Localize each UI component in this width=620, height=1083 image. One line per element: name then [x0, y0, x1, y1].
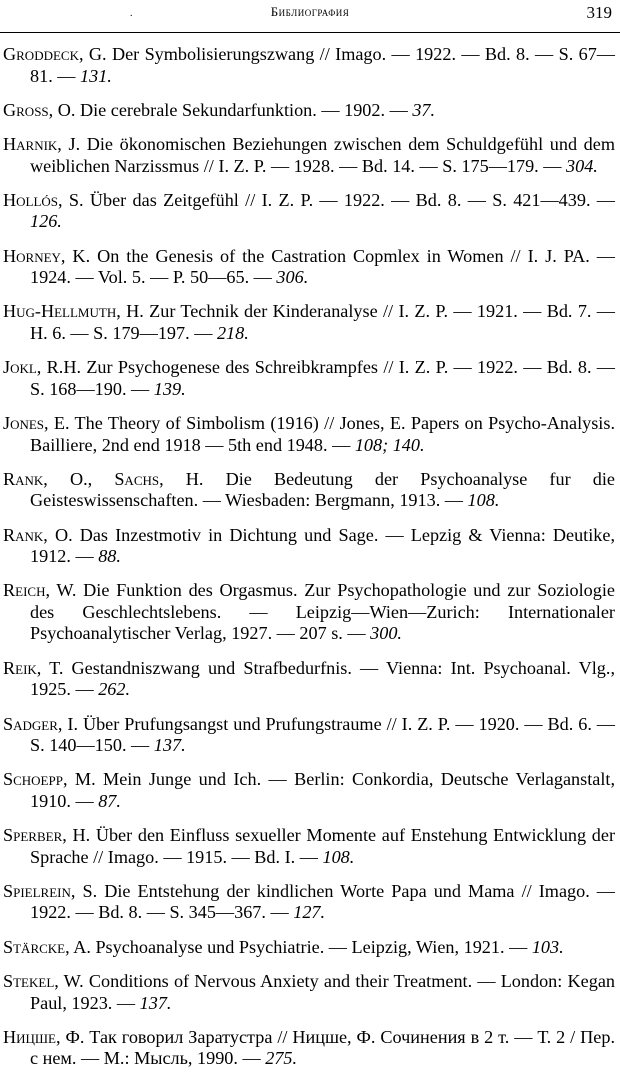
entry-text: O. Die cerebrale Sekundarfunktion. — 1902. —: [53, 99, 413, 120]
entry-page-reference: 275.: [265, 1048, 298, 1069]
entry-author: Stekel,: [3, 971, 59, 992]
entry-page-reference: 300.: [370, 623, 402, 644]
entry-text: J. Die ökonomischen Beziehungen zwischen dem Schuldgefühl und dem weiblichen Narzissmus // I. Z. P. — 1928. — Bd. 14. — S. 175—179. —: [30, 134, 615, 176]
entry-page-reference: 37.: [412, 99, 436, 120]
bibliography-entry: [3, 769, 615, 812]
entry-author: Sperber,: [3, 825, 67, 846]
entry-author: Ницше,: [3, 1026, 61, 1047]
entry-author: Stärcke,: [3, 936, 70, 957]
entry-text: A. Psychoanalyse und Psychiatrie. — Leipzig, Wien, 1921. —: [69, 936, 532, 957]
bibliography-entry: [3, 301, 615, 344]
entry-page-reference: 131.: [80, 65, 112, 86]
bibliography-entry: [3, 881, 615, 924]
bibliography-entry: [3, 580, 615, 645]
bibliography-entry: [3, 825, 615, 868]
bibliography-entry: [3, 469, 615, 512]
entry-page-reference: 306.: [276, 267, 309, 288]
bibliography-entry: [3, 44, 615, 87]
entry-author: Hollós,: [3, 189, 63, 210]
entry-author: Horney,: [3, 245, 66, 266]
bibliography-entry: [3, 357, 615, 400]
entry-page-reference: 127.: [293, 902, 326, 923]
entry-text: R.H. Zur Psychogenese des Schreibkrampfes // I. Z. P. — 1922. — Bd. 8. — S. 168—190. —: [30, 357, 615, 399]
entry-text: G. Der Symbolisierungszwang // Imago. — 1922. — Bd. 8. — S. 67—81. —: [30, 44, 615, 86]
entry-text: H. Zur Technik der Kinderanalyse // I. Z. P. — 1921. — Bd. 7. — H. 6. — S. 179—197. —: [30, 301, 615, 343]
entry-author: Hug-Hellmuth,: [3, 301, 121, 322]
entry-page-reference: 87.: [98, 790, 121, 811]
entry-text: H. Über den Einfluss sexueller Momente auf Enstehung Entwicklung der Sprache // Imago. — 1915. — Bd. I. —: [30, 825, 615, 867]
entry-text: O. Das Inzestmotiv in Dichtung und Sage. — Lepzig & Vienna: Deutike, 1912. —: [30, 524, 615, 567]
bibliography-entry: [3, 971, 615, 1014]
entry-author: Reik,: [3, 657, 42, 678]
header-dot: .: [130, 8, 133, 19]
entry-page-reference: 304.: [566, 155, 598, 176]
bibliography-list: [3, 44, 615, 1083]
entry-page-reference: 139.: [153, 378, 186, 399]
page-header: [0, 0, 620, 33]
entry-page-reference: 137.: [139, 992, 172, 1013]
bibliography-entry: [3, 714, 615, 757]
entry-author: Groddeck,: [3, 44, 84, 64]
bibliography-entry: [3, 100, 615, 122]
entry-page-reference: 108.: [467, 490, 500, 511]
bibliography-entry: [3, 1027, 615, 1070]
entry-page-reference: 218.: [216, 322, 249, 343]
entry-text: H. Die Bedeutung der Psychoanalyse fur die Geisteswissenschaften. — Wiesbaden: Bergmann, 1913. —: [30, 468, 615, 511]
entry-text: Ф. Так говорил Заратустра // Ницше, Ф. Сочинения в 2 т. — Т. 2 / Пер. с нем. — М.: Мысль, 1990. —: [30, 1026, 615, 1069]
entry-author: Schoepp,: [3, 769, 68, 790]
entry-author: Jokl,: [3, 357, 42, 378]
bibliography-entry: [3, 134, 615, 177]
entry-author: Harnik,: [3, 134, 62, 155]
entry-page-reference: 88.: [98, 546, 121, 567]
bibliography-entry: [3, 937, 615, 959]
entry-text: M. Mein Junge und Ich. — Berlin: Conkordia, Deutsche Verlaganstalt, 1910. —: [30, 769, 615, 811]
entry-page-reference: 137.: [153, 735, 186, 756]
entry-text: I. Über Prufungsangst und Prufungstraume // I. Z. P. — 1920. — Bd. 6. — S. 140—150. —: [30, 713, 615, 756]
entry-author: Rank,: [3, 524, 48, 545]
bibliography-entry: [3, 658, 615, 701]
entry-page-reference: 108.: [322, 846, 355, 867]
entry-author: Jones,: [3, 413, 49, 434]
entry-text: W. Conditions of Nervous Anxiety and their Treatment. — London: Kegan Paul, 1923. —: [30, 971, 615, 1013]
bibliography-entry: [3, 246, 615, 289]
entry-text: W. Die Funktion des Orgasmus. Zur Psychopathologie und zur Soziologie des Geschlechtslebens. — Leipzig—Wien—Zurich: Internationaler Psychoanalytischer Verlag, 1927. — 207 s. —: [30, 580, 615, 644]
entry-text: S. Über das Zeitgefühl // I. Z. P. — 1922. — Bd. 8. — S. 421—439. —: [62, 189, 615, 210]
entry-author: Sadger,: [3, 713, 63, 734]
entry-author: Rank, O., Sachs,: [3, 468, 164, 489]
entry-page-reference: 262.: [98, 679, 131, 700]
entry-author: Gross,: [3, 99, 54, 120]
bibliography-entry: [3, 413, 615, 456]
bibliography-entry: [3, 525, 615, 568]
entry-text: E. The Theory of Simbolism (1916) // Jones, E. Papers on Psycho-Analysis. Bailliere, 2nd end 1918 — 5th end 1948. —: [30, 413, 615, 455]
page-number: 319: [586, 3, 612, 22]
entry-text: T. Gestandniszwang und Strafbedurfnis. — Vienna: Int. Psychoanal. Vlg., 1925. —: [30, 657, 615, 700]
entry-author: Spielrein,: [3, 880, 76, 901]
entry-text: S. Die Entstehung der kindlichen Worte Papa und Mama // Imago. — 1922. — Bd. 8. — S. 345—367. —: [30, 880, 615, 923]
entry-text: K. On the Genesis of the Castration Copmlex in Women // I. J. PA. — 1924. — Vol. 5. — P. 50—65. —: [30, 245, 615, 288]
running-head: Библиография: [270, 4, 350, 19]
entry-page-reference: 103.: [531, 936, 564, 957]
entry-page-reference: 126.: [30, 211, 62, 232]
entry-page-reference: 108; 140.: [354, 434, 425, 455]
entry-author: Reich,: [3, 580, 51, 601]
bibliography-entry: [3, 190, 615, 233]
